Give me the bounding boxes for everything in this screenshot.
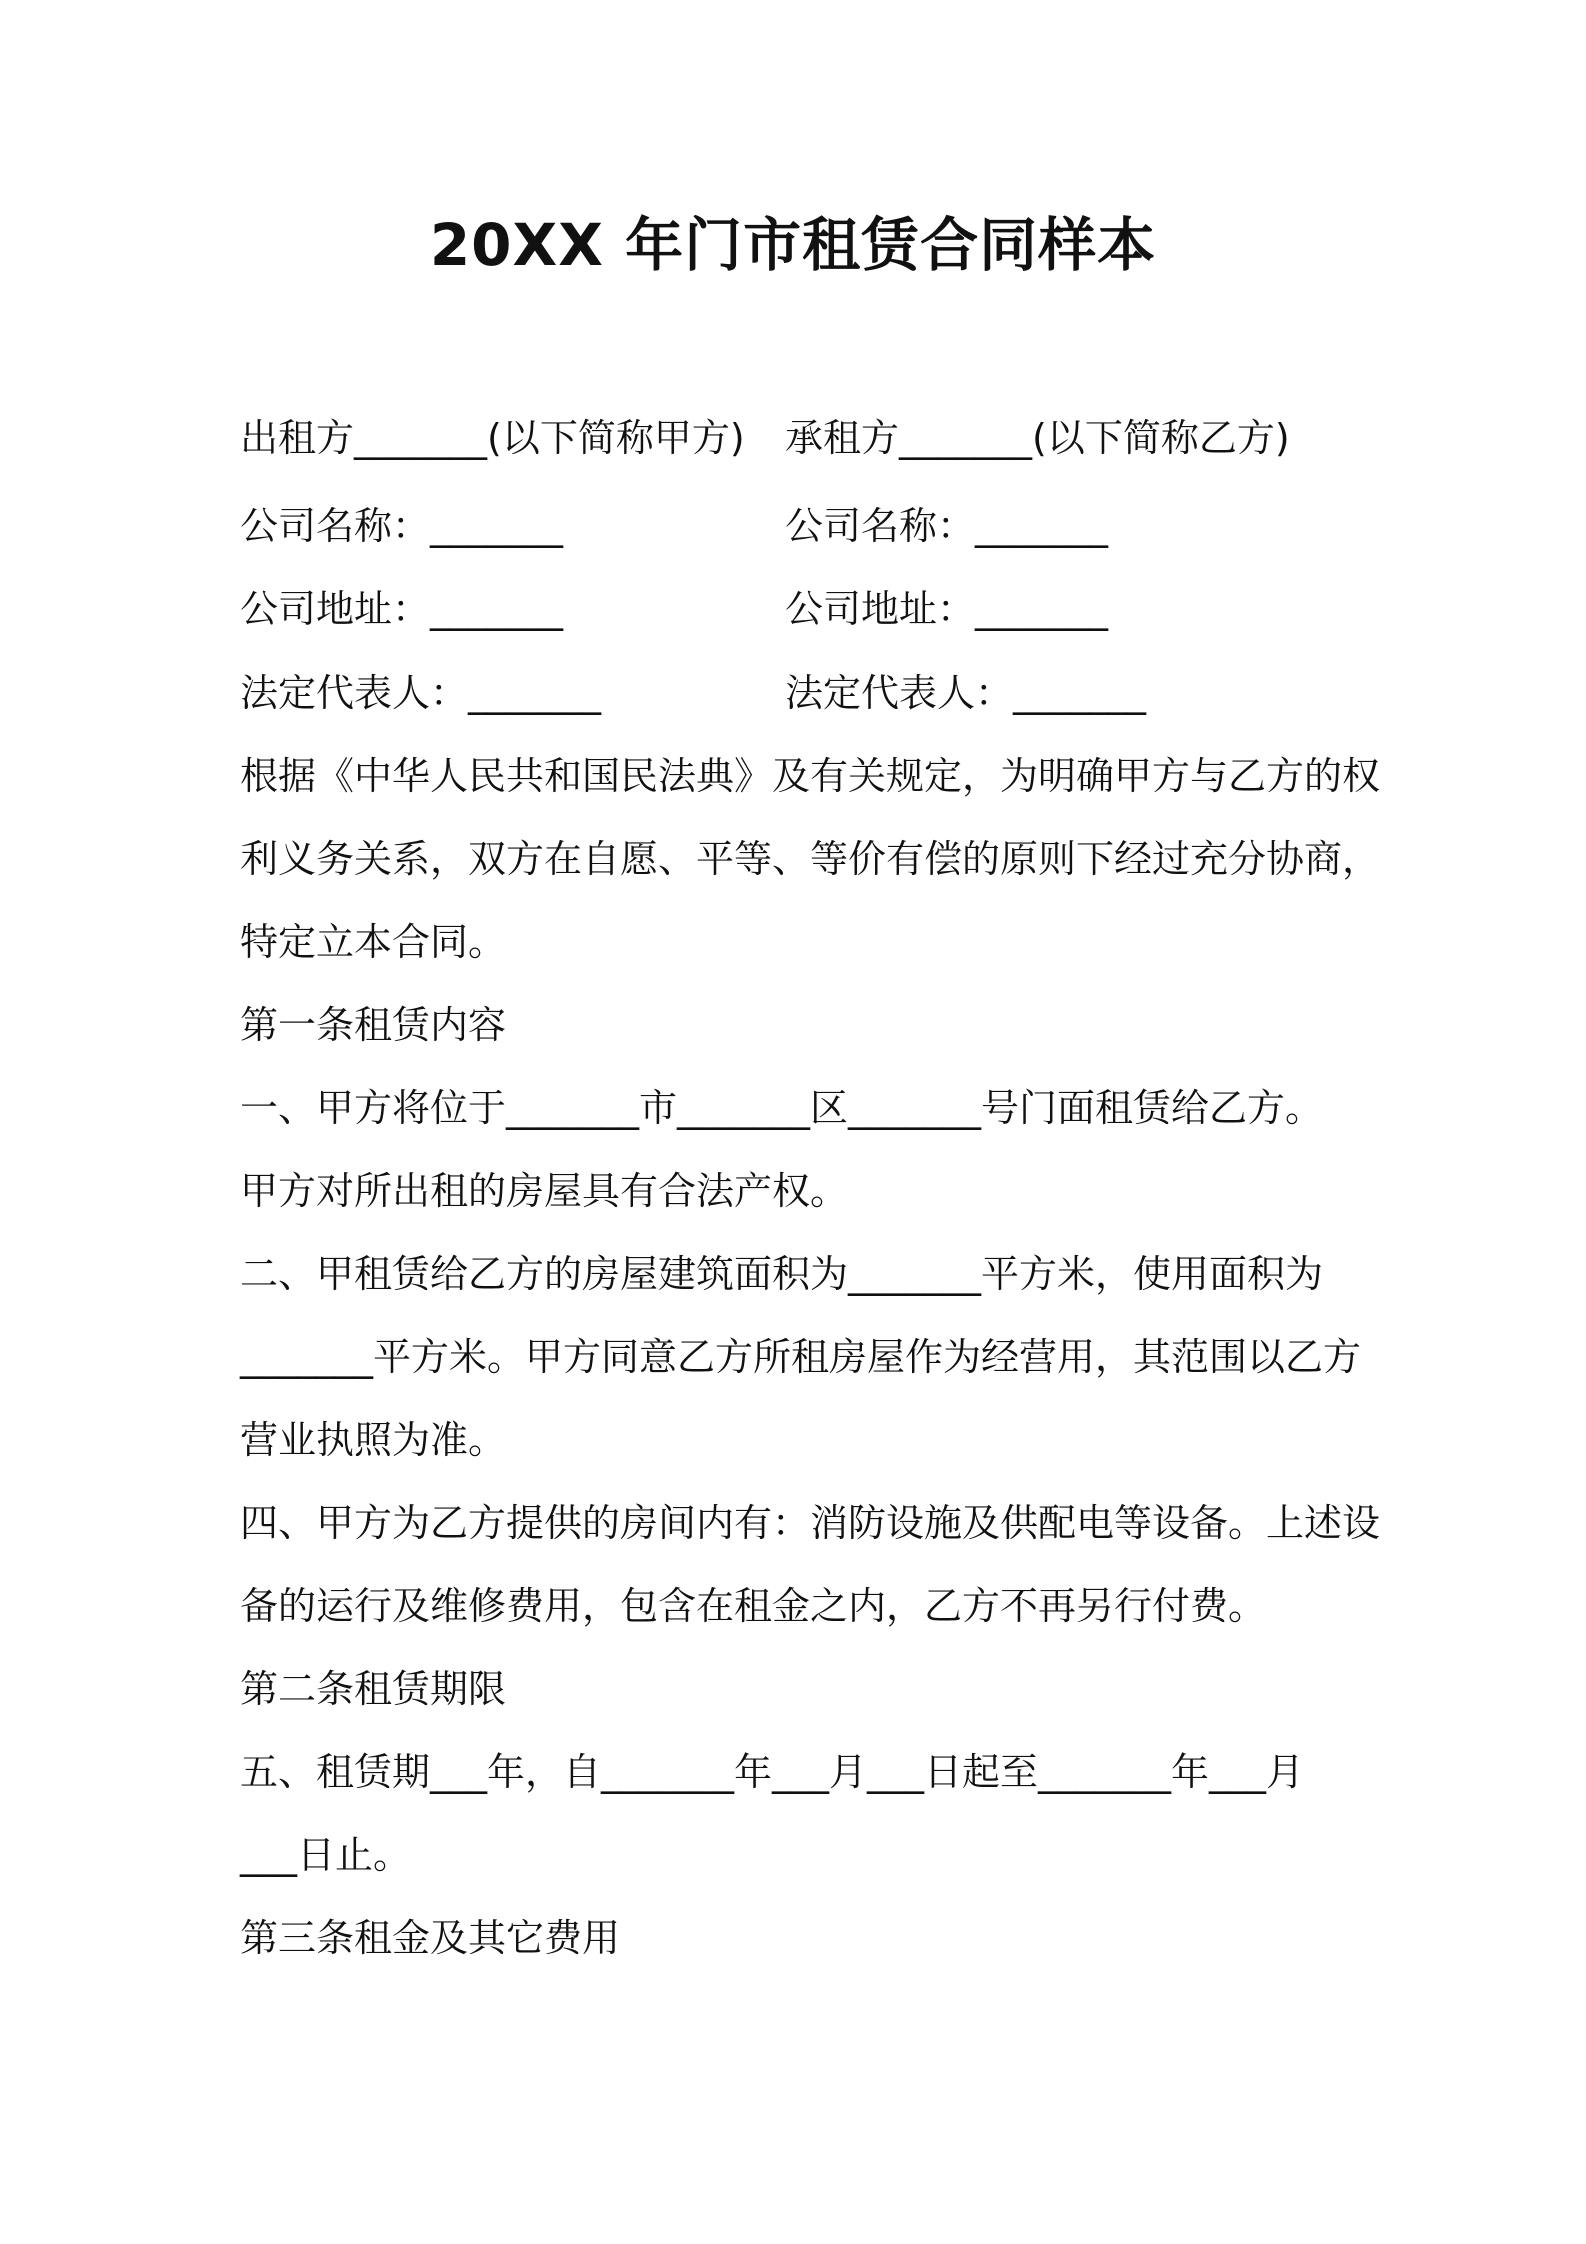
- lessee-address-field: 公司地址：_______: [785, 587, 1109, 631]
- lessor-line: 出租方_______(以下简称甲方): [240, 416, 745, 460]
- clause-4-line-1: 四、甲方为乙方提供的房间内有：消防设施及供配电等设备。上述设: [240, 1501, 1381, 1545]
- clause-4-line-2: 备的运行及维修费用，包含在租金之内，乙方不再另行付费。: [240, 1584, 1267, 1628]
- clause-2-line-2: _______平方米。甲方同意乙方所租房屋作为经营用，其范围以乙方: [240, 1335, 1362, 1379]
- clause-1-line-2: 甲方对所出租的房屋具有合法产权。: [240, 1169, 849, 1213]
- clause-2-line-1: 二、甲租赁给乙方的房屋建筑面积为_______平方米，使用面积为: [240, 1252, 1324, 1296]
- lessor-representative-field: 法定代表人：_______: [240, 671, 602, 715]
- lessor-company-field: 公司名称：_______: [240, 504, 564, 548]
- preamble-line-1: 根据《中华人民共和国民法典》及有关规定，为明确甲方与乙方的权: [240, 754, 1381, 798]
- clause-5-line-2: ___日止。: [240, 1833, 412, 1877]
- lessee-company-field: 公司名称：_______: [785, 504, 1109, 548]
- lessee-line: 承租方_______(以下简称乙方): [785, 416, 1290, 460]
- clause-1-line-1: 一、甲方将位于_______市_______区_______号门面租赁给乙方。: [240, 1086, 1324, 1130]
- article-3-heading: 第三条租金及其它费用: [240, 1916, 621, 1960]
- document-title: 20XX 年门市租赁合同样本: [429, 211, 1157, 279]
- lessee-representative-field: 法定代表人：_______: [785, 671, 1147, 715]
- clause-2-line-3: 营业执照为准。: [240, 1418, 507, 1462]
- article-2-heading: 第二条租赁期限: [240, 1667, 507, 1711]
- clause-5-line-1: 五、租赁期___年，自_______年___月___日起至_______年___月: [240, 1750, 1305, 1794]
- article-1-heading: 第一条租赁内容: [240, 1003, 507, 1047]
- lessor-address-field: 公司地址：_______: [240, 587, 564, 631]
- preamble-line-3: 特定立本合同。: [240, 920, 507, 964]
- preamble-line-2: 利义务关系，双方在自愿、平等、等价有偿的原则下经过充分协商，: [240, 837, 1381, 881]
